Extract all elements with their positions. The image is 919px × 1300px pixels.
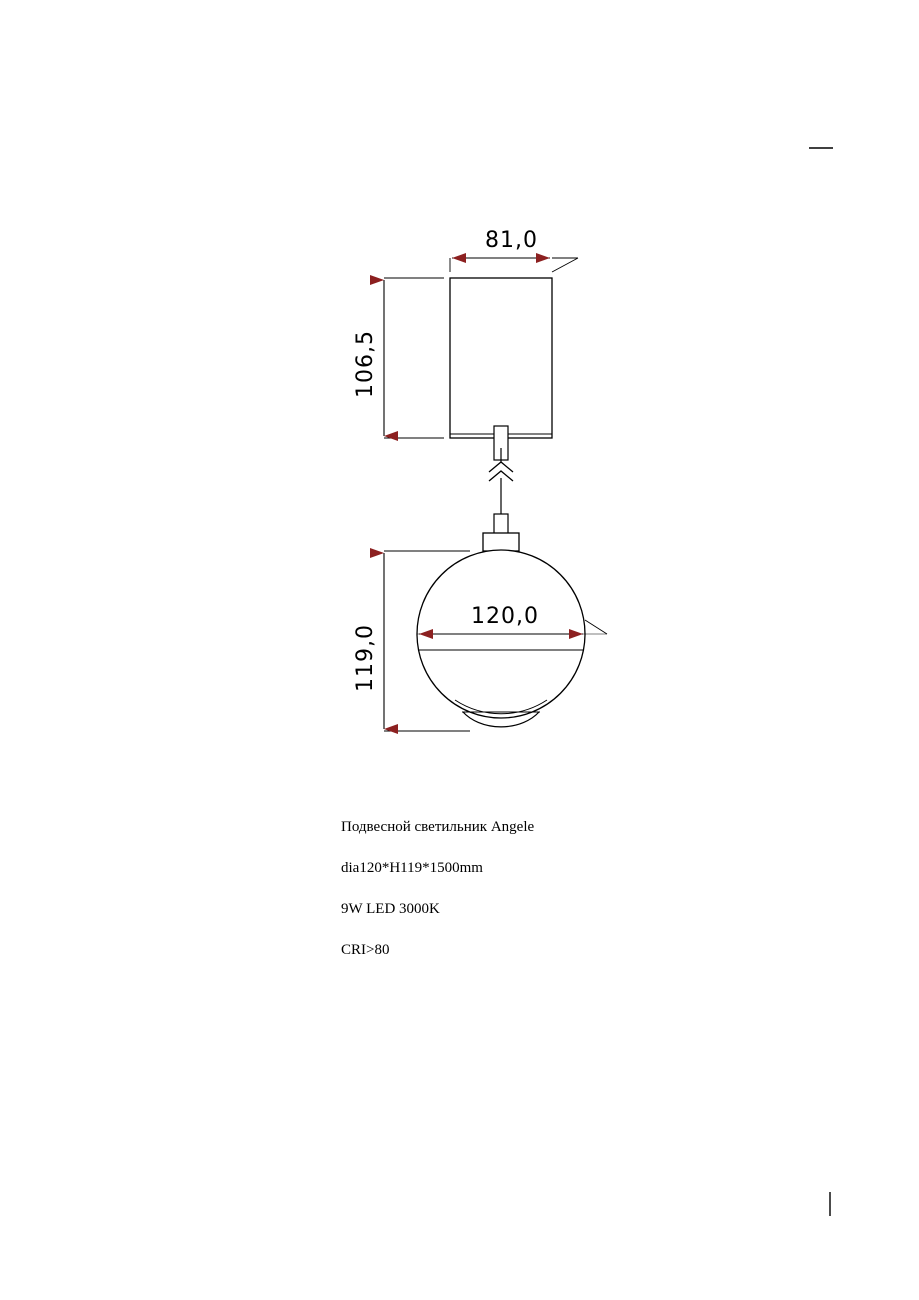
dimension-label-canopy-height: 106,5 (353, 330, 378, 398)
dimension-canopy-height (353, 278, 444, 438)
specification-text-block (341, 820, 761, 984)
dimension-label-globe-height: 119,0 (353, 624, 378, 692)
spec-line-light-source: 9W LED 3000K (341, 901, 440, 917)
dimension-canopy-width (450, 228, 578, 272)
dimension-label-canopy-width: 81,0 (485, 228, 538, 253)
canopy-body (450, 278, 552, 438)
dimension-label-globe-diameter: 120,0 (471, 604, 539, 629)
globe-shade (417, 550, 585, 727)
cable-break-symbol (489, 448, 513, 520)
lamp-stem (483, 514, 519, 551)
spec-line-cri: CRI>80 (341, 942, 390, 958)
spec-line-dimensions: dia120*H119*1500mm (341, 860, 483, 876)
spec-line-product-name: Подвесной светильник Angele (341, 819, 535, 835)
